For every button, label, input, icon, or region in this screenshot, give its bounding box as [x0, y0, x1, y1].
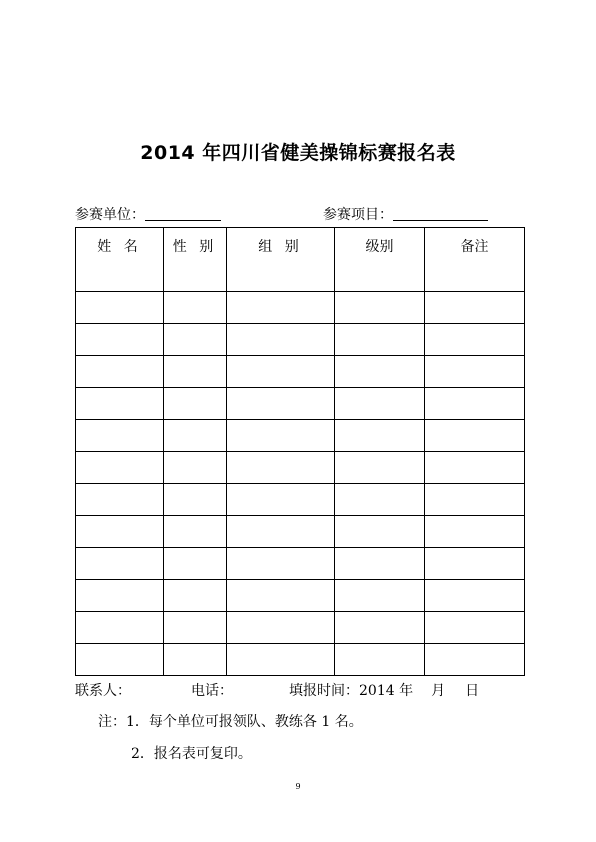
table-cell[interactable]: [425, 356, 525, 388]
table-cell[interactable]: [76, 548, 164, 580]
table-cell[interactable]: [227, 548, 335, 580]
table-cell[interactable]: [335, 452, 425, 484]
table-cell[interactable]: [227, 612, 335, 644]
table-row: [76, 420, 525, 452]
table-cell[interactable]: [76, 356, 164, 388]
table-cell[interactable]: [335, 292, 425, 324]
table-body: [76, 292, 525, 676]
date-label: 填报时间：2014 年: [289, 683, 414, 699]
day-label: 日: [465, 683, 480, 699]
table-cell[interactable]: [164, 356, 227, 388]
table-row: [76, 580, 525, 612]
table-cell[interactable]: [76, 644, 164, 676]
table-cell[interactable]: [335, 324, 425, 356]
table-row: [76, 516, 525, 548]
table-cell[interactable]: [164, 452, 227, 484]
header-name: 姓 名: [76, 228, 164, 292]
table-cell[interactable]: [335, 516, 425, 548]
table-row: [76, 292, 525, 324]
table-cell[interactable]: [335, 548, 425, 580]
table-cell[interactable]: [335, 612, 425, 644]
table-cell[interactable]: [227, 452, 335, 484]
table-cell[interactable]: [425, 580, 525, 612]
note-2: 2．报名表可复印。: [131, 746, 252, 762]
table-cell[interactable]: [164, 548, 227, 580]
table-cell[interactable]: [227, 292, 335, 324]
table-cell[interactable]: [227, 644, 335, 676]
table-header-row: [76, 228, 525, 292]
table-cell[interactable]: [227, 484, 335, 516]
table-cell[interactable]: [335, 420, 425, 452]
unit-label: 参赛单位：: [75, 207, 145, 223]
contact-label: 联系人：: [75, 683, 131, 699]
table-cell[interactable]: [335, 580, 425, 612]
table-cell[interactable]: [425, 388, 525, 420]
table-cell[interactable]: [76, 516, 164, 548]
unit-field: [75, 204, 221, 224]
table-cell[interactable]: [425, 484, 525, 516]
table-row: [76, 356, 525, 388]
note-1: 注：1．每个单位可报领队、教练各 1 名。: [98, 714, 363, 730]
table-row: [76, 484, 525, 516]
event-blank[interactable]: [415, 206, 488, 221]
table-cell[interactable]: [227, 388, 335, 420]
table-cell[interactable]: [164, 420, 227, 452]
table-cell[interactable]: [76, 484, 164, 516]
table-cell[interactable]: [76, 612, 164, 644]
event-field: [323, 204, 488, 224]
table-cell[interactable]: [164, 644, 227, 676]
header-group: 组 别: [227, 228, 335, 292]
table-row: [76, 612, 525, 644]
month-label: 月: [431, 683, 446, 699]
page-title: 2014 年四川省健美操锦标赛报名表: [140, 142, 456, 164]
phone-label: 电话：: [191, 683, 233, 699]
registration-table: [75, 227, 525, 676]
header-remarks: 备注: [425, 228, 525, 292]
table-cell[interactable]: [425, 420, 525, 452]
table-row: [76, 324, 525, 356]
table-cell[interactable]: [425, 644, 525, 676]
table-cell[interactable]: [76, 292, 164, 324]
table-cell[interactable]: [76, 580, 164, 612]
table-cell[interactable]: [164, 388, 227, 420]
table-cell[interactable]: [425, 452, 525, 484]
table-cell[interactable]: [425, 548, 525, 580]
table-cell[interactable]: [227, 356, 335, 388]
table-cell[interactable]: [164, 292, 227, 324]
unit-blank[interactable]: [145, 206, 221, 221]
table-cell[interactable]: [227, 516, 335, 548]
table-row: [76, 452, 525, 484]
table-cell[interactable]: [227, 324, 335, 356]
table-cell[interactable]: [227, 420, 335, 452]
page-number: 9: [295, 782, 301, 791]
table-cell[interactable]: [164, 484, 227, 516]
table-cell[interactable]: [425, 292, 525, 324]
table-cell[interactable]: [76, 324, 164, 356]
table-cell[interactable]: [425, 324, 525, 356]
table-row: [76, 644, 525, 676]
table-cell[interactable]: [227, 580, 335, 612]
table-cell[interactable]: [335, 388, 425, 420]
table-cell[interactable]: [164, 612, 227, 644]
table-cell[interactable]: [164, 324, 227, 356]
event-label: 参赛项目：: [323, 207, 393, 223]
table-cell[interactable]: [425, 612, 525, 644]
table-cell[interactable]: [76, 420, 164, 452]
table-cell[interactable]: [425, 516, 525, 548]
table-row: [76, 388, 525, 420]
table-cell[interactable]: [335, 484, 425, 516]
event-blank-short[interactable]: [393, 206, 415, 221]
table-cell[interactable]: [76, 452, 164, 484]
table-row: [76, 548, 525, 580]
table-cell[interactable]: [76, 388, 164, 420]
header-level: 级别: [335, 228, 425, 292]
table-cell[interactable]: [335, 644, 425, 676]
table-cell[interactable]: [335, 356, 425, 388]
table-cell[interactable]: [164, 516, 227, 548]
footer-line: [75, 680, 479, 700]
table-cell[interactable]: [164, 580, 227, 612]
header-gender: 性 别: [164, 228, 227, 292]
